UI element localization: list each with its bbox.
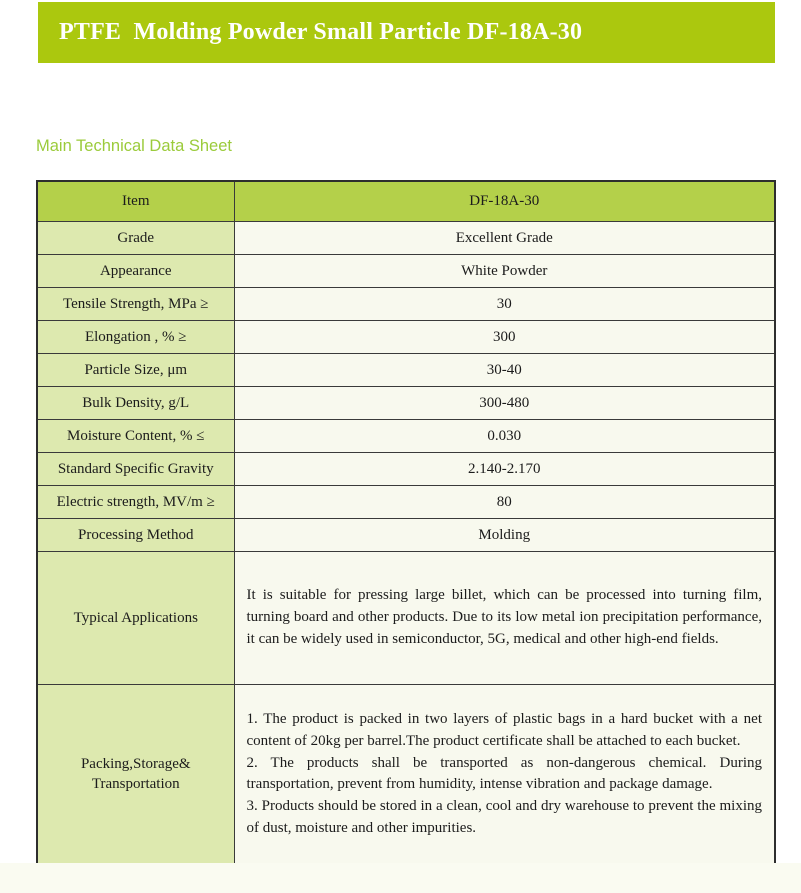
value-cell: White Powder <box>234 255 775 288</box>
table-row-processing-method <box>37 519 775 552</box>
value-cell: 0.030 <box>234 420 775 453</box>
section-heading: Main Technical Data Sheet <box>36 137 232 155</box>
table-row-tensile-strength <box>37 288 775 321</box>
value-cell: 30 <box>234 288 775 321</box>
table-row-typical-applications <box>37 552 775 685</box>
packing-instruction-3: 3. Products should be stored in a clean, cool and dry warehouse to prevent the mixing of dust, moisture and other impurities. <box>246 798 762 836</box>
table-row-moisture-content <box>37 420 775 453</box>
item-cell: Processing Method <box>37 519 234 552</box>
packing-label-line1: Packing,Storage& <box>80 756 191 772</box>
table-row-packing-storage <box>37 685 775 865</box>
table-header-item: Item <box>37 181 234 222</box>
value-cell: Molding <box>234 519 775 552</box>
item-cell: Standard Specific Gravity <box>37 453 234 486</box>
table-row-specific-gravity <box>37 453 775 486</box>
product-title: PTFE Molding Powder Small Particle DF-18A-30 <box>59 19 583 45</box>
item-cell: Elongation , % ≥ <box>37 321 234 354</box>
table-row-bulk-density <box>37 387 775 420</box>
item-cell <box>37 685 234 865</box>
table-header-row <box>37 181 775 222</box>
item-cell: Bulk Density, g/L <box>37 387 234 420</box>
item-cell: Particle Size, μm <box>37 354 234 387</box>
item-cell: Tensile Strength, MPa ≥ <box>37 288 234 321</box>
packing-label-line2: Transportation <box>91 776 180 793</box>
packing-instruction-2: 2. The products shall be transported as non-dangerous chemical. During transportation, prevent from humidity, intense vibration and package damage. <box>246 754 762 793</box>
table-row-elongation <box>37 321 775 354</box>
table-row-appearance <box>37 255 775 288</box>
value-cell: 2.140-2.170 <box>234 453 775 486</box>
value-cell: Excellent Grade <box>234 222 775 255</box>
item-cell: Grade <box>37 222 234 255</box>
value-cell: 80 <box>234 486 775 519</box>
item-cell: Electric strength, MV/m ≥ <box>37 486 234 519</box>
value-cell: 300 <box>234 321 775 354</box>
value-cell: 300-480 <box>234 387 775 420</box>
typical-applications-text: It is suitable for pressing large billet, which can be processed into turning film, turning board and other products. Due to its low metal ion precipitation performance, it can be widely used in semiconductor, 5G, medical and other high-end fields. <box>234 552 775 685</box>
item-cell: Moisture Content, % ≤ <box>37 420 234 453</box>
packing-instruction-1: 1. The product is packed in two layers of plastic bags in a hard bucket with a net content of 20kg per barrel.The product certificate shall be attached to each bucket. <box>246 711 762 749</box>
table-row-electric-strength <box>37 486 775 519</box>
page-footer-strip <box>0 863 801 893</box>
item-cell: Typical Applications <box>37 552 234 685</box>
technical-data-table <box>36 180 776 866</box>
value-cell: 30-40 <box>234 354 775 387</box>
table-header-value: DF-18A-30 <box>234 181 775 222</box>
table-row-grade <box>37 222 775 255</box>
table-row-particle-size <box>37 354 775 387</box>
item-cell: Appearance <box>37 255 234 288</box>
product-title-banner <box>38 2 775 63</box>
packing-instructions <box>234 685 775 865</box>
